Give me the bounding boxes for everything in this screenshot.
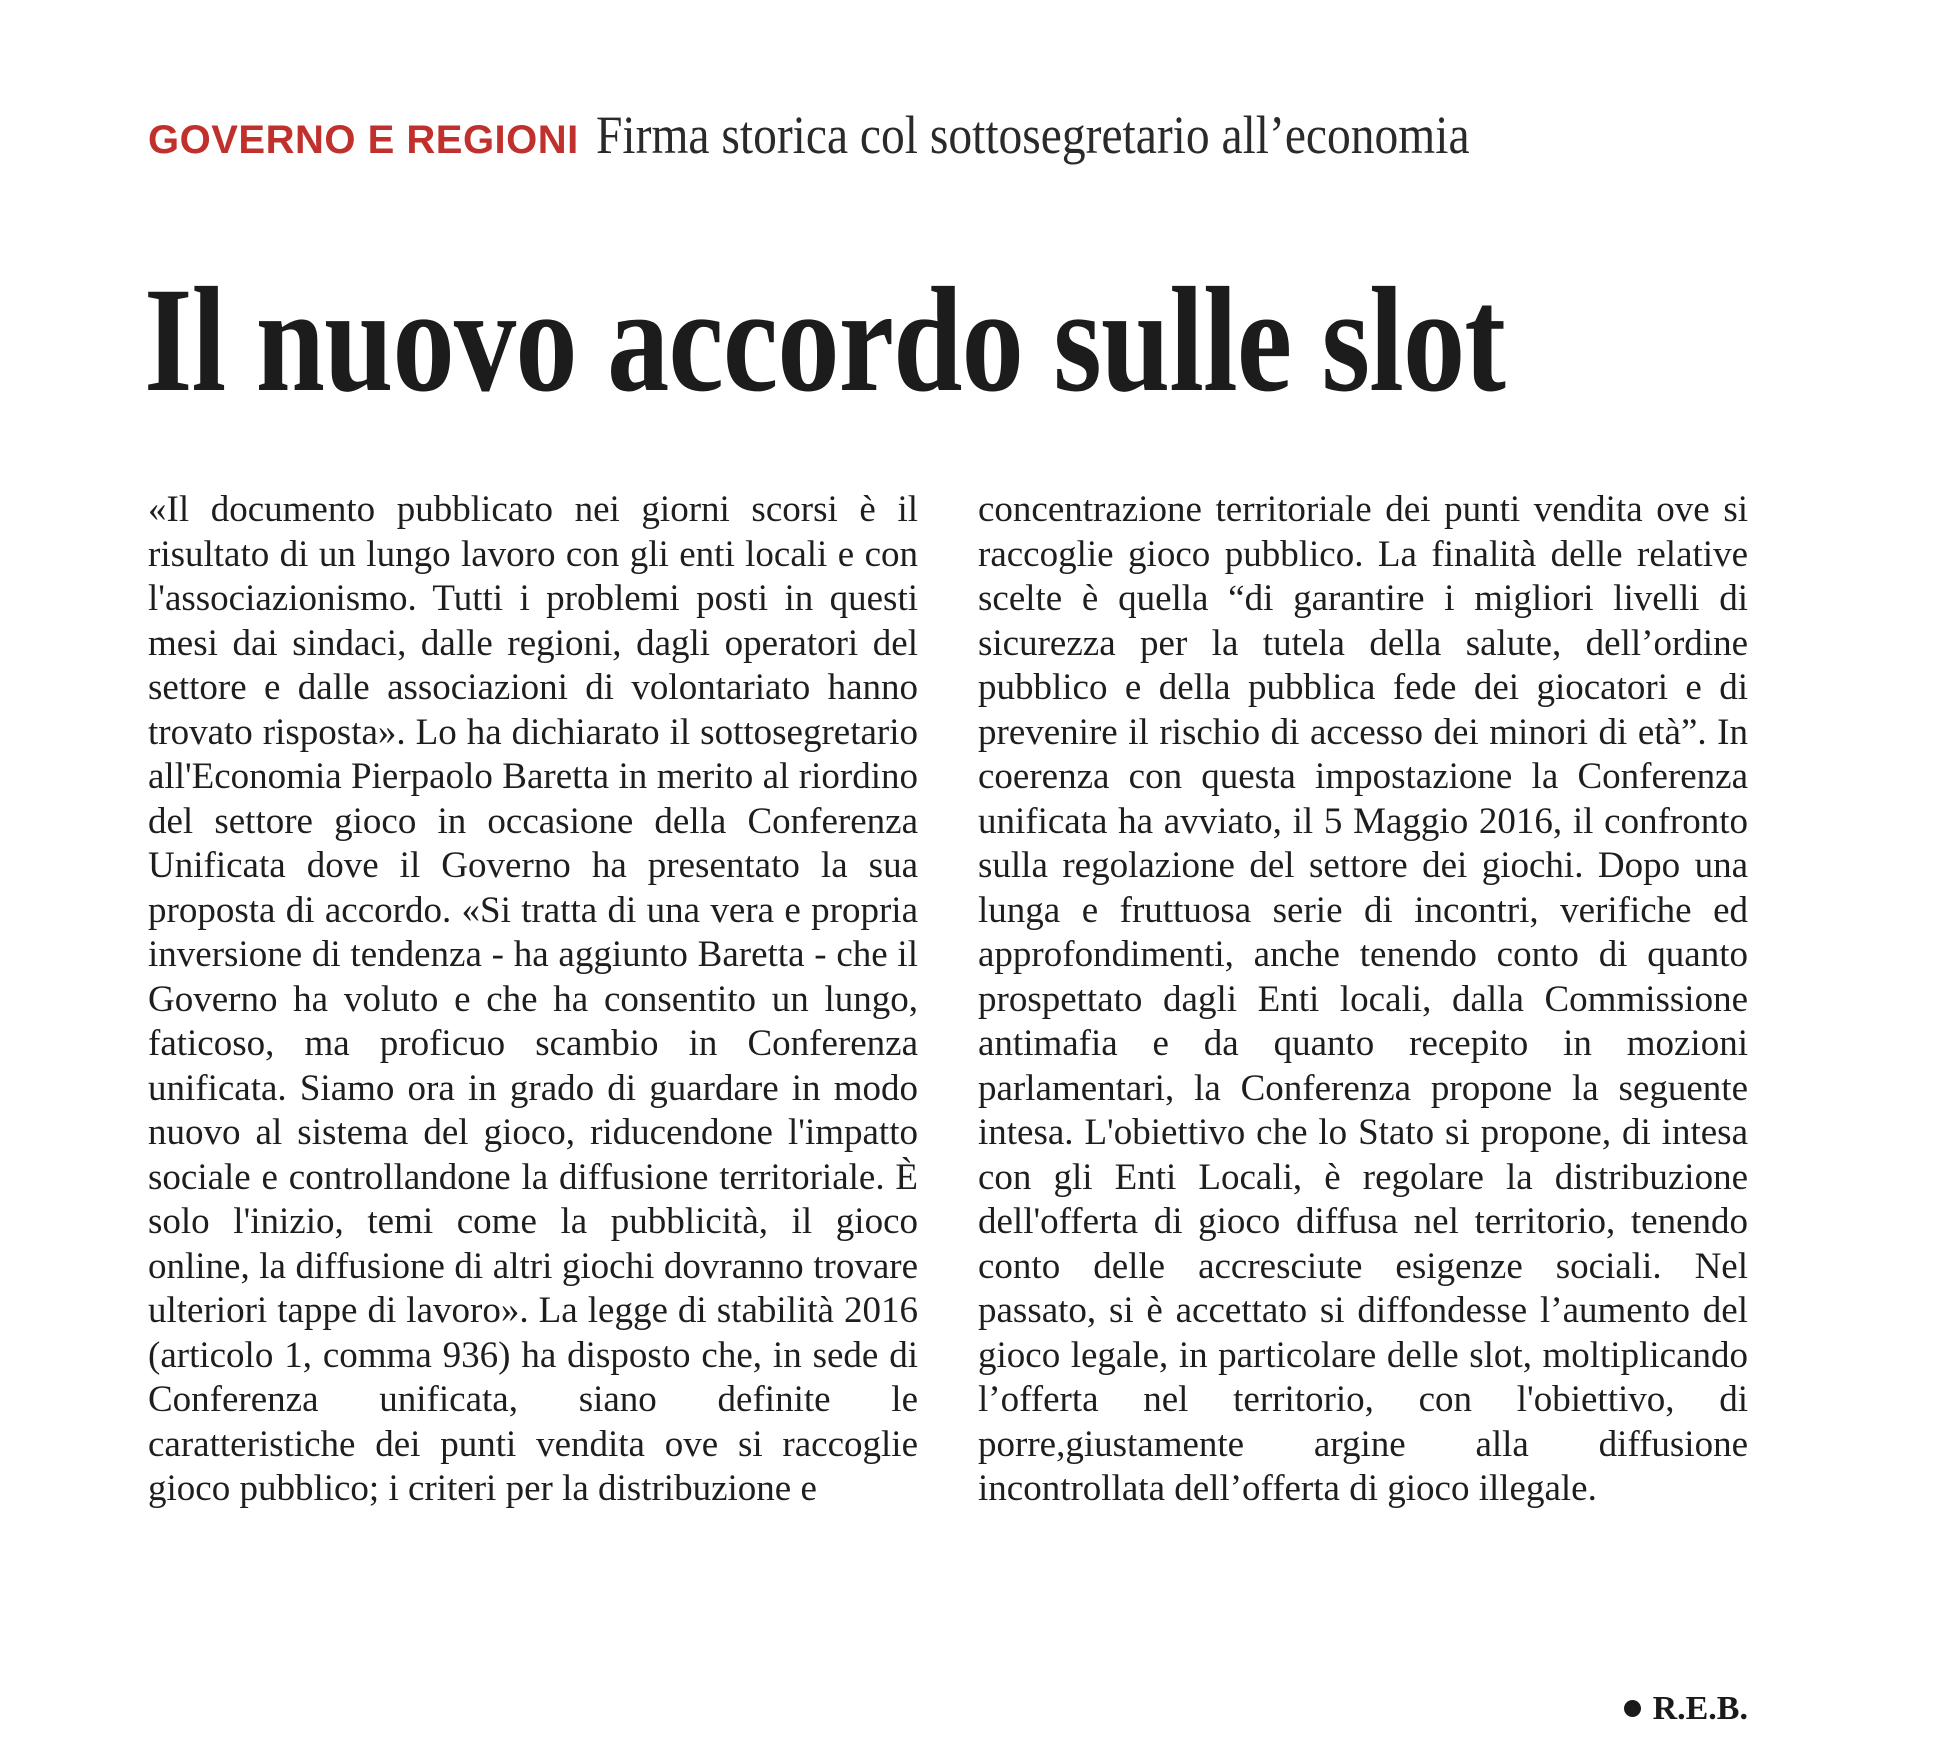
byline <box>1624 1690 1748 1728</box>
body-text-right: concentrazione territoriale dei punti vendita ove si raccoglie gioco pubblico. La finalità delle relative scelte è quella “di garantire i migliori livelli di sicurezza per la tutela della salute, dell’ordine pubblico e della pubblica fede dei giocatori e di prevenire il rischio di accesso dei minori di età”. In coerenza con questa impostazione la Conferenza unificata ha avviato, il 5 Maggio 2016, il confronto sulla regolazione del settore dei giochi. Dopo una lunga e fruttuosa serie di incontri, verifiche ed approfondimenti, anche tenendo conto di quanto prospettato dagli Enti locali, dalla Commissione antimafia e da quanto recepito in mozioni parlamentari, la Conferenza propone la seguente intesa. L'obiettivo che lo Stato si propone, di intesa con gli Enti Locali, è regolare la distribuzione dell'offerta di gioco diffusa nel territorio, tenendo conto delle accresciute esigenze sociali. Nel passato, si è accettato si diffondesse l’aumento del gioco legale, in particolare delle slot, moltiplicando l’offerta nel territorio, con l'obiettivo, di porre,giustamente argine alla diffusione incontrollata dell’offerta di gioco illegale. <box>978 489 1748 1509</box>
body-column-left <box>148 488 918 1512</box>
body-text-left: «Il documento pubblicato nei giorni scorsi è il risultato di un lungo lavoro con gli enti locali e con l'associazionismo. Tutti i problemi posti in questi mesi dai sindaci, dalle regioni, dagli operatori del settore e dalle associazioni di volontariato hanno trovato risposta». Lo ha dichiarato il sottosegretario all'Economia Pierpaolo Baretta in merito al riordino del settore gioco in occasione della Conferenza Unificata dove il Governo ha presentato la sua proposta di accordo. «Si tratta di una vera e propria inversione di tendenza - ha aggiunto Baretta - che il Governo ha voluto e che ha consentito un lungo, faticoso, ma proficuo scambio in Conferenza unificata. Siamo ora in grado di guardare in modo nuovo al sistema del gioco, riducendone l'impatto sociale e controllandone la diffusione territoriale. È solo l'inizio, temi come la pubblicità, il gioco online, la diffusione di altri giochi dovranno trovare ulteriori tappe di lavoro». La legge di stabilità 2016 (articolo 1, comma 936) ha disposto che, in sede di Conferenza unificata, siano definite le caratteristiche dei punti vendita ove si raccoglie gioco pubblico; i criteri per la distribuzione e <box>148 489 918 1509</box>
body-column-right <box>978 488 1748 1512</box>
byline-text: R.E.B. <box>1652 1690 1748 1727</box>
article <box>144 100 1748 1727</box>
article-body <box>148 488 1748 1748</box>
headline: Il nuovo accordo sulle slot <box>144 257 1506 423</box>
section-kicker: GOVERNO E REGIONI <box>148 118 579 162</box>
bullet-icon <box>1624 1700 1641 1717</box>
subheadline: Firma storica col sottosegretario all’economia <box>595 105 1470 165</box>
kicker-line <box>148 100 1589 170</box>
